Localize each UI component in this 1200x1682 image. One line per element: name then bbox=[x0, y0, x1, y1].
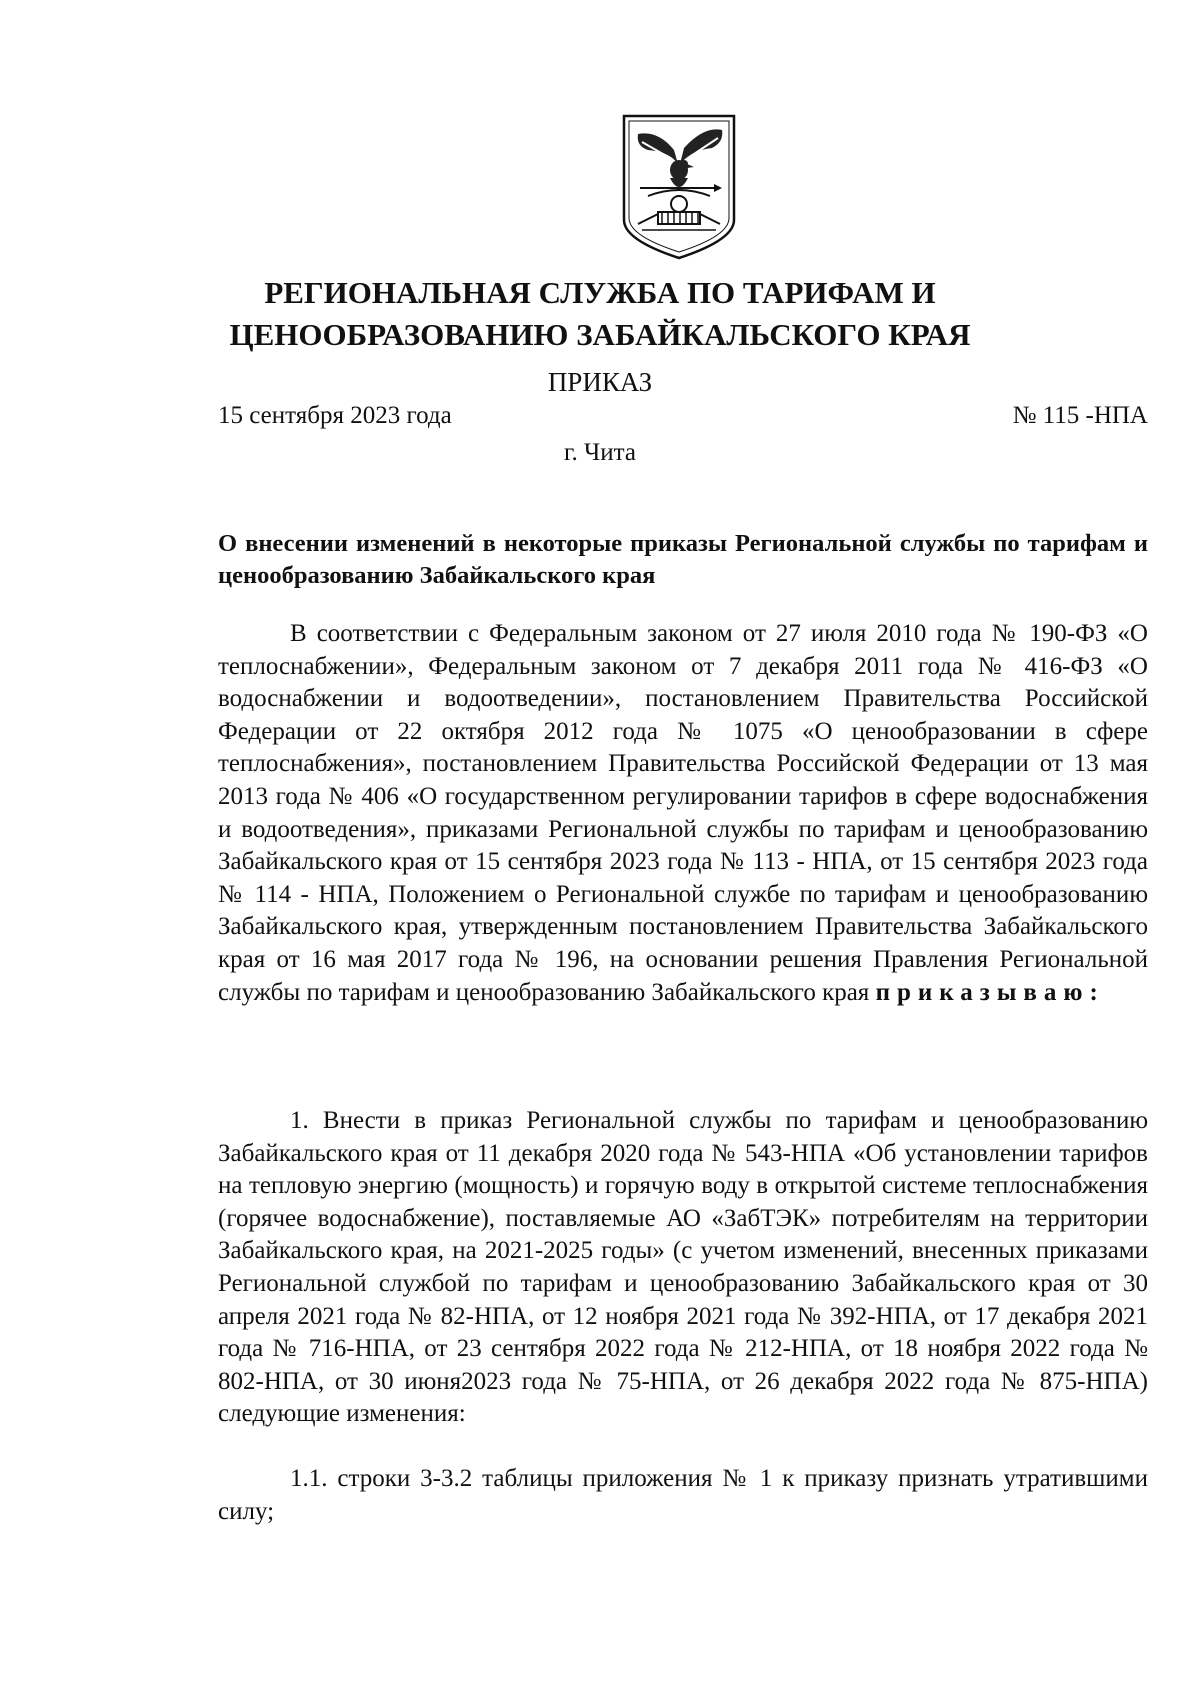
document-date: 15 сентября 2023 года bbox=[218, 402, 452, 429]
item-1-paragraph: 1. Внести в приказ Региональной службы по тарифам и ценообразованию Забайкальского края от 11 декабря 2020 года № 543-НПА «Об установлении тарифов на тепловую энергию (мощность) и горячую воду в открытой системе теплоснабжения (горячее водоснабжение), поставляемые АО «ЗабТЭК» потребителям на территории Забайкальского края, на 2021-2025 годы» (с учетом изменений, внесенных приказами Региональной службой по тарифам и ценообразованию Забайкальского края от 30 апреля 2021 года № 82-НПА, от 12 ноября 2021 года № 392-НПА, от 17 декабря 2021 года № 716-НПА, от 23 сентября 2022 года № 212-НПА, от 18 ноября 2022 года № 802-НПА, от 30 июня2023 года № 75-НПА, от 26 декабря 2022 года № 875-НПА) следующие изменения: bbox=[218, 1107, 1148, 1428]
organization-name-line1: РЕГИОНАЛЬНАЯ СЛУЖБА ПО ТАРИФАМ И bbox=[264, 275, 936, 310]
zabaikalsky-coat-of-arms-icon bbox=[624, 116, 734, 258]
organization-name bbox=[0, 272, 1200, 356]
item-1-1-paragraph: 1.1. строки 3-3.2 таблицы приложения № 1 к приказу признать утратившими силу; bbox=[218, 1465, 1148, 1525]
document-city: г. Чита bbox=[564, 439, 636, 466]
preamble-paragraph bbox=[218, 618, 1148, 1009]
document-number: № 115 -НПА bbox=[1012, 402, 1148, 429]
document-type: ПРИКАЗ bbox=[547, 367, 653, 397]
order-word: приказываю: bbox=[875, 978, 1105, 1006]
preamble-text: В соответствии с Федеральным законом от 27 июля 2010 года № 190-ФЗ «О теплоснабжении», Федеральным законом от 7 декабря 2011 года № 416-ФЗ «О водоснабжении и водоотведении», постановлением Правительства Российской Федерации от 22 октября 2012 года № 1075 «О ценообразовании в сфере теплоснабжения», постановлением Правительства Российской Федерации от 13 мая 2013 года № 406 «О государственном регулировании тарифов в сфере водоснабжения и водоотведения», приказами Региональной службы по тарифам и ценообразованию Забайкальского края от 15 сентября 2023 года № 113 - НПА, от 15 сентября 2023 года № 114 - НПА, Положением о Региональной службе по тарифам и ценообразованию Забайкальского края, утвержденным постановлением Правительства Забайкальского края от 16 мая 2017 года № 196, на основании решения Правления Региональной службы по тарифам и ценообразованию Забайкальского края bbox=[218, 620, 1148, 1006]
organization-name-line2: ЦЕНООБРАЗОВАНИЮ ЗАБАЙКАЛЬСКОГО КРАЯ bbox=[229, 317, 971, 352]
coat-of-arms-emblem bbox=[618, 112, 740, 260]
document-subject: О внесении изменений в некоторые приказы Региональной службы по тарифам и ценообразованию Забайкальского края bbox=[218, 530, 1148, 589]
